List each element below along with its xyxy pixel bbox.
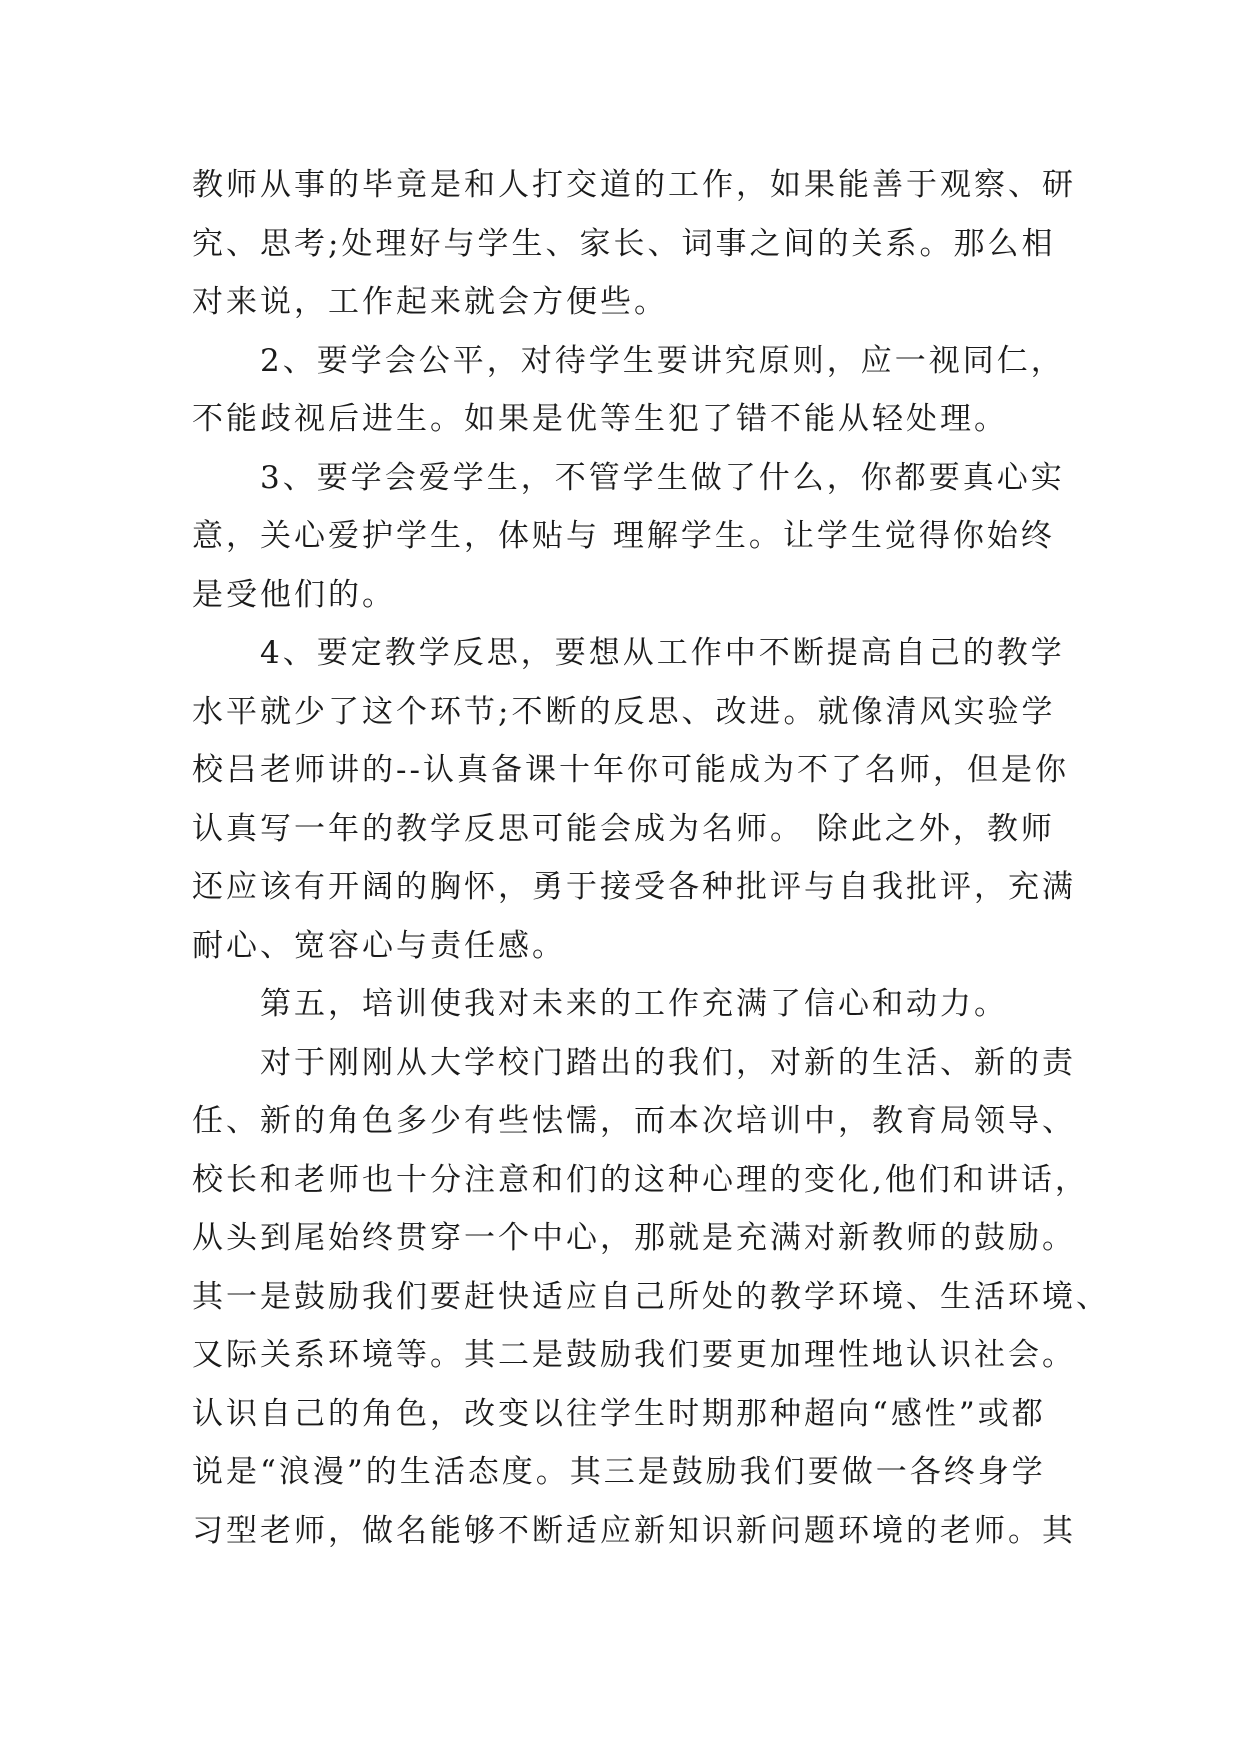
text-line: 第五，培训使我对未来的工作充满了信心和动力。 bbox=[192, 986, 1008, 1022]
text-line: 水平就少了这个环节;不断的反思、改进。就像清风实验学 bbox=[192, 693, 1056, 730]
text-line: 校长和老师也十分注意和们的这种心理的变化,他们和讲话， bbox=[192, 1161, 1089, 1198]
text-line: 意，关心爱护学生，体贴与 理解学生。让学生觉得你始终 bbox=[192, 518, 1055, 554]
text-line: 对来说，工作起来就会方便些。 bbox=[192, 284, 668, 320]
text-line: 认真写一年的教学反思可能会成为名师。 除此之外，教师 bbox=[192, 810, 1055, 847]
text-line: 究、思考;处理好与学生、家长、词事之间的关系。那么相 bbox=[192, 225, 1056, 262]
text-line: 3、要学会爱学生，不管学生做了什么，你都要真心实 bbox=[192, 459, 1065, 496]
text-line: 说是“浪漫”的生活态度。其三是鼓励我们要做一各终身学 bbox=[192, 1454, 1046, 1490]
text-line: 任、新的角色多少有些怯懦，而本次培训中，教育局领导、 bbox=[192, 1103, 1076, 1139]
text-line: 不能歧视后进生。如果是优等生犯了错不能从轻处理。 bbox=[192, 401, 1008, 437]
text-line: 对于刚刚从大学校门踏出的我们，对新的生活、新的责 bbox=[192, 1044, 1076, 1081]
text-line: 认识自己的角色，改变以往学生时期那种超向“感性”或都 bbox=[192, 1395, 1046, 1432]
text-line: 耐心、宽容心与责任感。 bbox=[192, 927, 566, 964]
text-line: 4、要定教学反思，要想从工作中不断提高自己的教学 bbox=[192, 635, 1065, 671]
text-line: 其一是鼓励我们要赶快适应自己所处的教学环境、生活环境、 bbox=[192, 1278, 1110, 1315]
text-line: 习型老师，做名能够不断适应新知识新问题环境的老师。其 bbox=[192, 1512, 1076, 1549]
text-line: 教师从事的毕竟是和人打交道的工作，如果能善于观察、研 bbox=[192, 167, 1076, 203]
text-line: 校吕老师讲的--认真备课十年你可能成为不了名师，但是你 bbox=[192, 752, 1069, 788]
text-line: 2、要学会公平，对待学生要讲究原则，应一视同仁， bbox=[192, 342, 1065, 379]
text-line: 又际关系环境等。其二是鼓励我们要更加理性地认识社会。 bbox=[192, 1337, 1076, 1373]
text-line: 是受他们的。 bbox=[192, 576, 396, 613]
text-line: 还应该有开阔的胸怀，勇于接受各种批评与自我批评，充满 bbox=[192, 869, 1076, 905]
body-text bbox=[192, 156, 1110, 1560]
text-line: 从头到尾始终贯穿一个中心，那就是充满对新教师的鼓励。 bbox=[192, 1220, 1076, 1256]
